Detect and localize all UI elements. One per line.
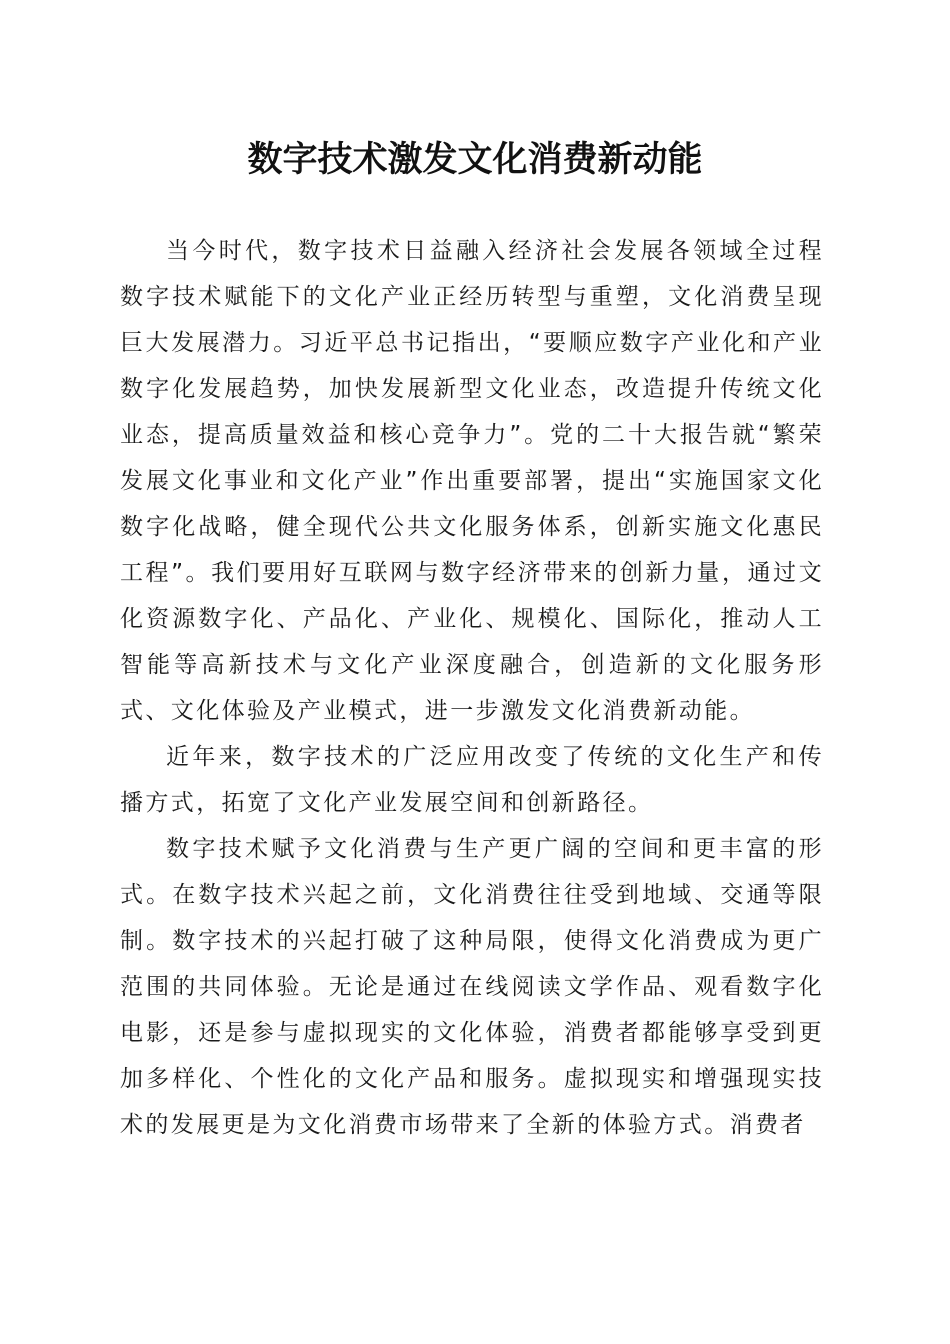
document-title: 数字技术激发文化消费新动能 (247, 139, 703, 180)
document-body (120, 228, 824, 1148)
paragraph-digital-consumption: 数字技术赋予文化消费与生产更广阔的空间和更丰富的形式。在数字技术兴起之前，文化消费往往受到地域、交通等限制。数字技术的兴起打破了这种局限，使得文化消费成为更广范围的共同体验。无论是通过在线阅读文学作品、观看数字化电影，还是参与虚拟现实的文化体验，消费者都能够享受到更加多样化、个性化的文化产品和服务。虚拟现实和增强现实技术的发展更是为文化消费市场带来了全新的体验方式。消费者 (120, 836, 824, 1138)
paragraph-recent-years: 近年来，数字技术的广泛应用改变了传统的文化生产和传播方式，拓宽了文化产业发展空间和创新路径。 (120, 744, 824, 816)
paragraph-intro: 当今时代，数字技术日益融入经济社会发展各领域全过程数字技术赋能下的文化产业正经历转型与重塑，文化消费呈现巨大发展潜力。习近平总书记指出，“要顺应数字产业化和产业数字化发展趋势，加快发展新型文化业态，改造提升传统文化业态，提高质量效益和核心竞争力”。党的二十大报告就“繁荣发展文化事业和文化产业”作出重要部署，提出“实施国家文化数字化战略，健全现代公共文化服务体系，创新实施文化惠民工程”。我们要用好互联网与数字经济带来的创新力量，通过文化资源数字化、产品化、产业化、规模化、国际化，推动人工智能等高新技术与文化产业深度融合，创造新的文化服务形式、文化体验及产业模式，进一步激发文化消费新动能。 (120, 238, 824, 724)
